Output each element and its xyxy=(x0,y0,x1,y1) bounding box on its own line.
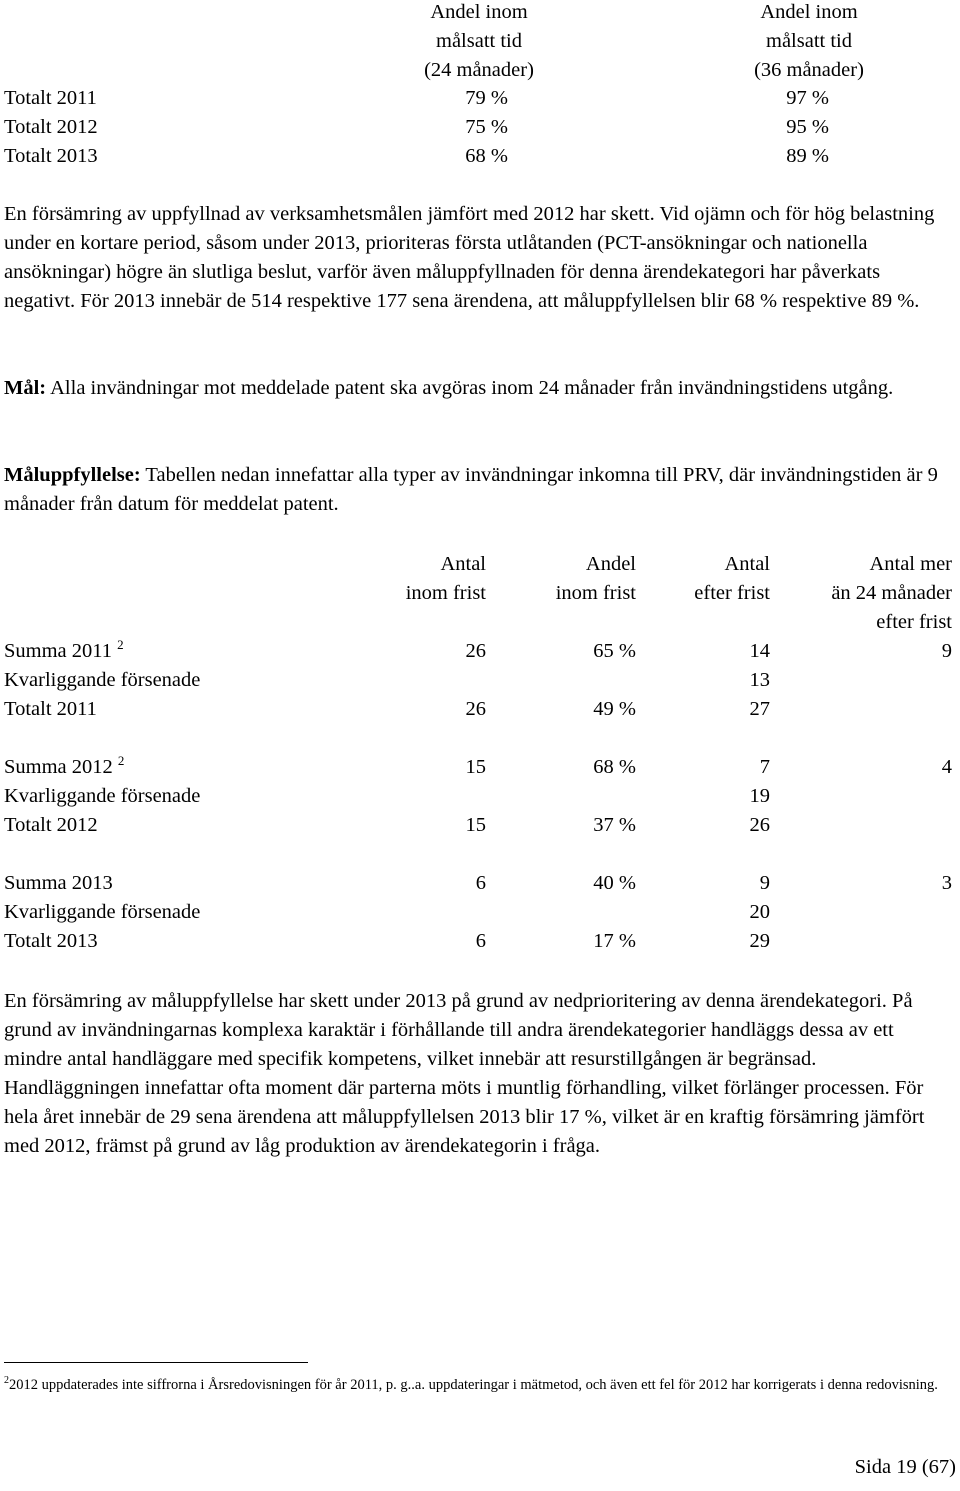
cell-c3: 19 xyxy=(749,785,770,807)
cell-c3: 20 xyxy=(749,901,770,923)
cell-c2: 37 % xyxy=(593,814,636,836)
fulfilment-text: Tabellen nedan innefattar alla typer av invändningar inkomna till PRV, där invändningstiden är 9 månader från datum för meddelat patent. xyxy=(4,464,938,515)
value-24-months: 75 % xyxy=(465,116,508,138)
table-row xyxy=(4,84,956,113)
paragraph-deterioration: En försämring av uppfyllnad av verksamhetsmålen jämfört med 2012 har skett. Vid ojämn och för hög belastning under en kortare period, såsom under 2013, prioriteras första utlåtanden (PCT-ansökningar och nationella ansökningar) högre än slutliga beslut, varför även måluppfyllnaden för denna ärendekategori har påverkats negativt. För 2013 innebär de 514 respektive 177 sena ärendena, att måluppfyllelsen blir 68 % respektive 89 %. xyxy=(4,203,935,312)
header-count-within: Antal inom frist xyxy=(405,553,486,604)
row-label xyxy=(4,695,97,724)
cell-c3: 7 xyxy=(759,756,770,778)
cell-c2: 68 % xyxy=(593,756,636,778)
table-row xyxy=(4,753,956,782)
row-label xyxy=(4,666,200,695)
cell-c1: 6 xyxy=(475,930,486,952)
cell-c2: 17 % xyxy=(593,930,636,952)
cell-c4: 9 xyxy=(941,640,952,662)
value-24-months: 68 % xyxy=(465,145,508,167)
row-label xyxy=(4,898,200,927)
cell-c2: 49 % xyxy=(593,698,636,720)
fulfilment-paragraph xyxy=(4,461,956,519)
cell-c4: 4 xyxy=(941,756,952,778)
cell-c3: 14 xyxy=(749,640,770,662)
row-label-text: Totalt 2011 xyxy=(4,698,97,720)
footnote-mark: 2 xyxy=(4,1375,9,1386)
cell-c3: 29 xyxy=(749,930,770,952)
header-count-over-24: Antal mer än 24 månader efter frist xyxy=(831,553,952,633)
footnote-ref: 2 xyxy=(117,637,124,652)
row-label xyxy=(4,637,124,666)
cell-c2: 40 % xyxy=(593,872,636,894)
cell-c1: 15 xyxy=(465,814,486,836)
value-24-months: 79 % xyxy=(465,87,508,109)
row-label xyxy=(4,753,124,782)
page-number: Sida 19 (67) xyxy=(854,1456,956,1478)
row-label-text: Summa 2012 xyxy=(4,756,113,778)
table-row xyxy=(4,142,956,171)
cell-c1: 6 xyxy=(475,872,486,894)
goal-text: Alla invändningar mot meddelade patent ska avgöras inom 24 månader från invändningstidens utgång. xyxy=(46,377,894,399)
row-label xyxy=(4,782,200,811)
header-count-after: Antal efter frist xyxy=(694,553,770,604)
cell-c3: 9 xyxy=(759,872,770,894)
row-label xyxy=(4,927,98,956)
row-label: Totalt 2012 xyxy=(4,116,98,138)
goal-paragraph xyxy=(4,374,956,403)
value-36-months: 97 % xyxy=(786,87,829,109)
table-row xyxy=(4,898,956,927)
cell-c1: 26 xyxy=(465,698,486,720)
footnote-text: 2012 uppdaterades inte siffrorna i Årsredovisningen för år 2011, p. g..a. uppdateringar i mätmetod, och även ett fel för 2012 har korrigerats i denna redovisning. xyxy=(9,1377,938,1393)
row-label xyxy=(4,811,98,840)
row-label-text: Kvarliggande försenade xyxy=(4,901,201,923)
cell-c3: 26 xyxy=(749,814,770,836)
row-label: Totalt 2013 xyxy=(4,145,98,167)
table-row xyxy=(4,811,956,840)
table-row xyxy=(4,637,956,666)
fulfilment-label: Måluppfyllelse: xyxy=(4,464,141,486)
table-row xyxy=(4,666,956,695)
table-row xyxy=(4,113,956,142)
row-label-text: Kvarliggande försenade xyxy=(4,669,201,691)
footnote-ref: 2 xyxy=(117,753,125,768)
paragraph-conclusion: En försämring av måluppfyllelse har skett under 2013 på grund av nedprioritering av denna ärendekategori. På grund av invändningarnas komplexa karaktär i förhållande till andra ärendekategorier handläggs dessa av ett mindre antal handläggare med specifik kompetens, vilket innebär att resurstillgången är begränsad. Handläggningen innefattar ofta moment där parterna möts i muntlig förhandling, vilket förlänger processen. För hela året innebär de 29 sena ärendena att måluppfyllelsen 2013 blir 17 %, vilket är en kraftig försämring jämfört med 2012, främst på grund av låg produktion av ärendekategorin i fråga. xyxy=(4,990,925,1157)
row-label-text: Totalt 2013 xyxy=(4,930,98,952)
cell-c3: 27 xyxy=(749,698,770,720)
row-label-text: Kvarliggande försenade xyxy=(4,785,201,807)
header-36-months: Andel inom målsatt tid (36 månader) xyxy=(754,1,864,81)
table-row xyxy=(4,869,956,898)
footnote xyxy=(4,1374,960,1396)
cell-c3: 13 xyxy=(749,669,770,691)
row-label-text: Summa 2013 xyxy=(4,872,113,894)
row-label xyxy=(4,869,113,898)
header-share-within: Andel inom frist xyxy=(555,553,636,604)
cell-c2: 65 % xyxy=(593,640,636,662)
table-row xyxy=(4,782,956,811)
row-label-text: Summa 2011 xyxy=(4,640,113,662)
table-row xyxy=(4,927,956,956)
row-label: Totalt 2011 xyxy=(4,87,97,109)
value-36-months: 89 % xyxy=(786,145,829,167)
header-24-months: Andel inom målsatt tid (24 månader) xyxy=(424,1,534,81)
cell-c1: 26 xyxy=(465,640,486,662)
row-label-text: Totalt 2012 xyxy=(4,814,98,836)
table-row xyxy=(4,695,956,724)
goal-label: Mål: xyxy=(4,377,47,399)
footnote-rule xyxy=(4,1362,308,1363)
cell-c1: 15 xyxy=(465,756,486,778)
cell-c4: 3 xyxy=(941,872,952,894)
value-36-months: 95 % xyxy=(786,116,829,138)
